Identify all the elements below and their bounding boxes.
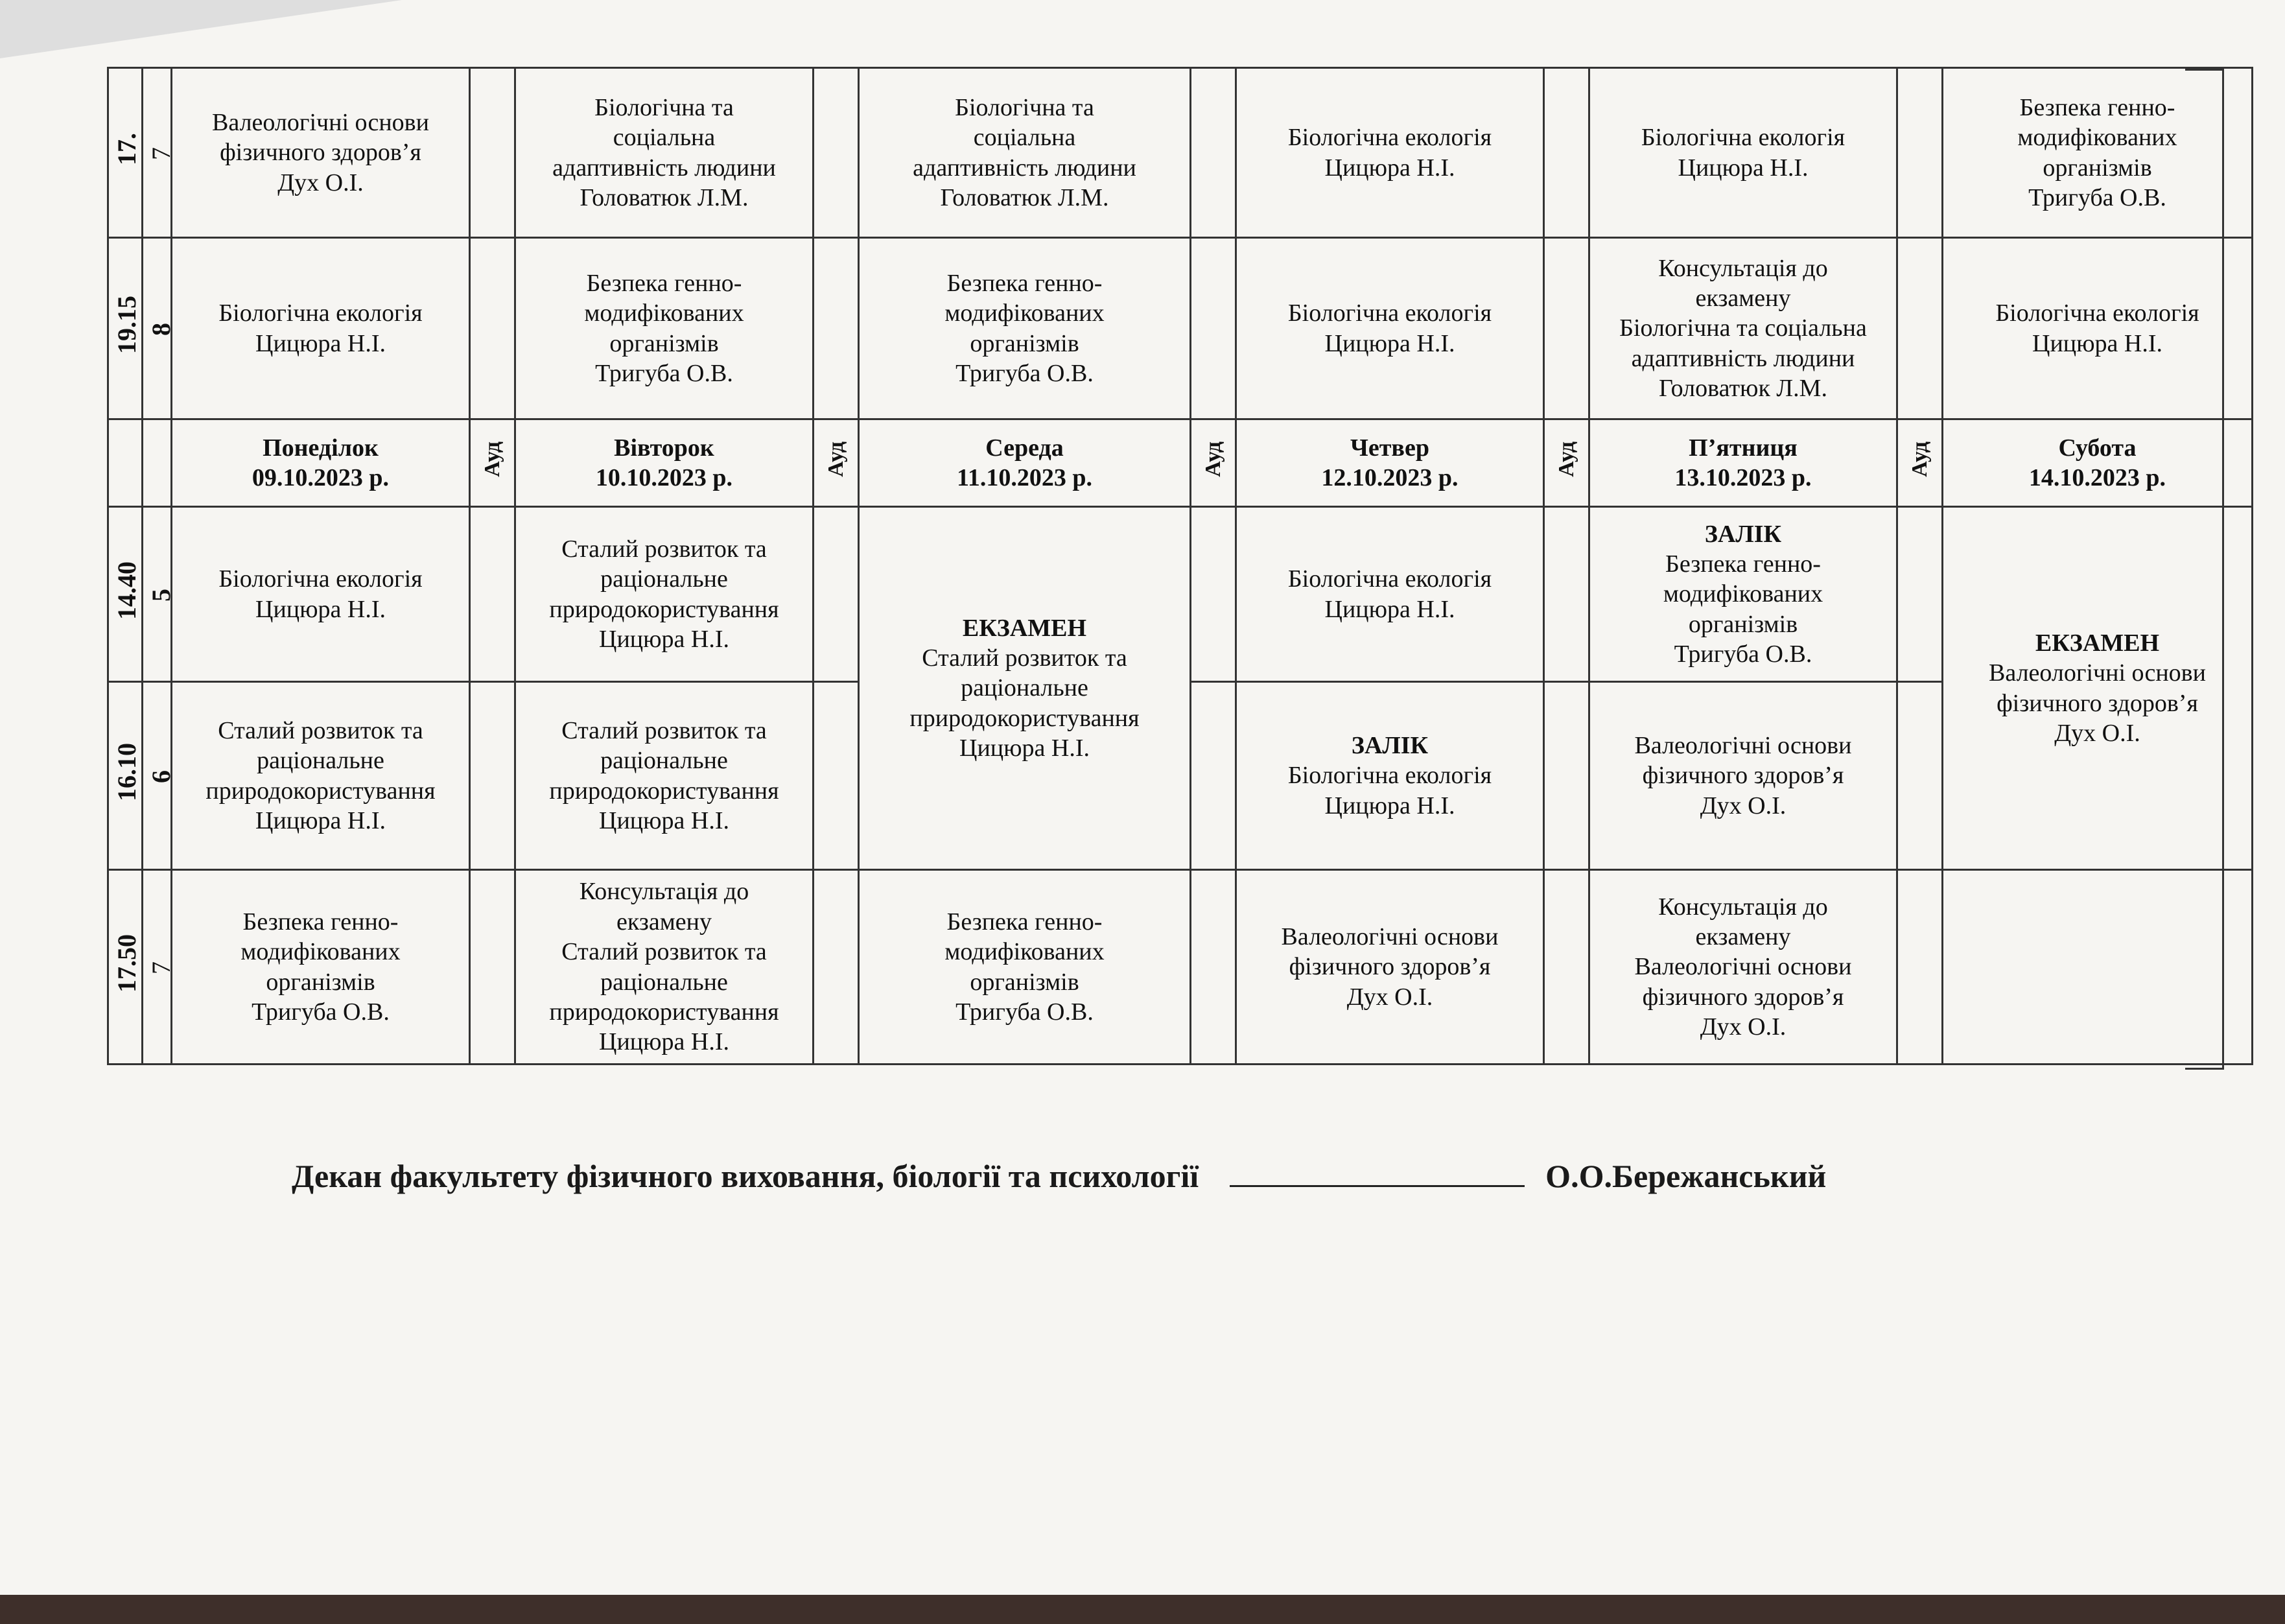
lesson-cell: Безпека генно- модифікованих організмів Тригуба О.В. — [515, 238, 814, 419]
day-header-row — [108, 419, 2253, 507]
exam-cell-wednesday: ЕКЗАМЕН Сталий розвиток та раціональне природокористування Цицюра Н.І. — [859, 507, 1191, 870]
aud-cell — [814, 682, 859, 870]
aud-cell — [1191, 682, 1236, 870]
exam-cell-saturday: ЕКЗАМЕН Валеологічні основи фізичного здоров’я Дух О.І. — [1943, 507, 2253, 870]
time-cell: 17. — [108, 68, 143, 238]
table-row — [108, 870, 2253, 1065]
lesson-cell: Біологічна екологія Цицюра Н.І. — [1236, 238, 1544, 419]
lesson-cell: Консультація до екзамену Біологічна та соціальна адаптивність людини Головатюк Л.М. — [1589, 238, 1897, 419]
time-cell: 14.40 — [108, 507, 143, 682]
empty-cell — [143, 419, 172, 507]
lesson-cell: Валеологічні основи фізичного здоров’я Дух О.І. — [1236, 870, 1544, 1065]
time-cell: 19.15 — [108, 238, 143, 419]
time-cell: 16.10 — [108, 682, 143, 870]
pair-number-cell: 7 — [143, 870, 172, 1065]
lesson-cell: Біологічна та соціальна адаптивність людини Головатюк Л.М. — [515, 68, 814, 238]
aud-cell — [1544, 68, 1589, 238]
lesson-cell: Валеологічні основи фізичного здоров’я Дух О.І. — [1589, 682, 1897, 870]
dean-title: Декан факультету фізичного виховання, біології та психології — [292, 1158, 1199, 1194]
pair-number-cell: 8 — [143, 238, 172, 419]
aud-cell — [1191, 238, 1236, 419]
aud-cell — [1897, 238, 1943, 419]
aud-cell — [814, 870, 859, 1065]
signature-line — [1230, 1159, 1525, 1187]
aud-cell — [470, 507, 515, 682]
schedule-table — [107, 67, 2253, 1065]
day-header-thursday: Четвер 12.10.2023 р. — [1236, 419, 1544, 507]
pair-number-cell: 7 — [143, 68, 172, 238]
aud-cell — [1897, 507, 1943, 682]
day-header-saturday: Субота 14.10.2023 р. — [1943, 419, 2253, 507]
aud-cell — [1544, 238, 1589, 419]
credit-cell-friday: ЗАЛІК Безпека генно- модифікованих організмів Тригуба О.В. — [1589, 507, 1897, 682]
aud-cell — [814, 68, 859, 238]
aud-header: Ауд — [1544, 419, 1589, 507]
aud-cell — [1897, 682, 1943, 870]
aud-cell — [470, 682, 515, 870]
lesson-cell: Безпека генно- модифікованих організмів Тригуба О.В. — [859, 238, 1191, 419]
consultation-cell-tuesday: Консультація до екзамену Сталий розвиток та раціональне природокористування Цицюра Н.І. — [515, 870, 814, 1065]
aud-header: Ауд — [1191, 419, 1236, 507]
empty-cell — [108, 419, 143, 507]
time-cell: 17.50 — [108, 870, 143, 1065]
aud-cell — [470, 238, 515, 419]
lesson-cell: Біологічна екологія Цицюра Н.І. — [1589, 68, 1897, 238]
aud-cell — [814, 238, 859, 419]
consultation-cell-friday: Консультація до екзамену Валеологічні основи фізичного здоров’я Дух О.І. — [1589, 870, 1897, 1065]
page-corner-shadow — [0, 0, 402, 58]
dean-signature-block — [292, 1157, 2042, 1195]
lesson-cell: Безпека генно- модифікованих організмів Тригуба О.В. — [1943, 68, 2253, 238]
day-header-tuesday: Вівторок 10.10.2023 р. — [515, 419, 814, 507]
aud-cell — [470, 68, 515, 238]
aud-cell — [1544, 870, 1589, 1065]
credit-cell-thursday: ЗАЛІК Біологічна екологія Цицюра Н.І. — [1236, 682, 1544, 870]
aud-cell — [1191, 68, 1236, 238]
table-row — [108, 68, 2253, 238]
lesson-cell: Біологічна та соціальна адаптивність людини Головатюк Л.М. — [859, 68, 1191, 238]
lesson-cell: Сталий розвиток та раціональне природокористування Цицюра Н.І. — [172, 682, 470, 870]
lesson-cell: Біологічна екологія Цицюра Н.І. — [1236, 68, 1544, 238]
table-row — [108, 238, 2253, 419]
pair-number-cell: 6 — [143, 682, 172, 870]
table-row — [108, 507, 2253, 682]
lesson-cell: Безпека генно- модифікованих організмів Тригуба О.В. — [859, 870, 1191, 1065]
aud-header: Ауд — [470, 419, 515, 507]
aud-cell — [1544, 507, 1589, 682]
lesson-cell: Біологічна екологія Цицюра Н.І. — [172, 238, 470, 419]
aud-cell — [1191, 507, 1236, 682]
aud-cell — [1897, 68, 1943, 238]
day-header-monday: Понеділок 09.10.2023 р. — [172, 419, 470, 507]
aud-header: Ауд — [814, 419, 859, 507]
lesson-cell: Сталий розвиток та раціональне природокористування Цицюра Н.І. — [515, 507, 814, 682]
aud-cell — [1191, 870, 1236, 1065]
aud-cell — [1544, 682, 1589, 870]
lesson-cell: Біологічна екологія Цицюра Н.І. — [1236, 507, 1544, 682]
lesson-cell: Біологічна екологія Цицюра Н.І. — [172, 507, 470, 682]
day-header-wednesday: Середа 11.10.2023 р. — [859, 419, 1191, 507]
day-header-friday: П’ятниця 13.10.2023 р. — [1589, 419, 1897, 507]
empty-lesson-cell — [1943, 870, 2253, 1065]
lesson-cell: Валеологічні основи фізичного здоров’я Дух О.І. — [172, 68, 470, 238]
lesson-cell: Біологічна екологія Цицюра Н.І. — [1943, 238, 2253, 419]
lesson-cell: Безпека генно- модифікованих організмів Тригуба О.В. — [172, 870, 470, 1065]
dean-name: О.О.Бережанський — [1545, 1158, 1827, 1194]
lesson-cell: Сталий розвиток та раціональне природокористування Цицюра Н.І. — [515, 682, 814, 870]
aud-header: Ауд — [1897, 419, 1943, 507]
aud-cell — [814, 507, 859, 682]
aud-cell — [470, 870, 515, 1065]
scanner-edge-band — [0, 1595, 2285, 1624]
aud-cell — [1897, 870, 1943, 1065]
pair-number-cell: 5 — [143, 507, 172, 682]
